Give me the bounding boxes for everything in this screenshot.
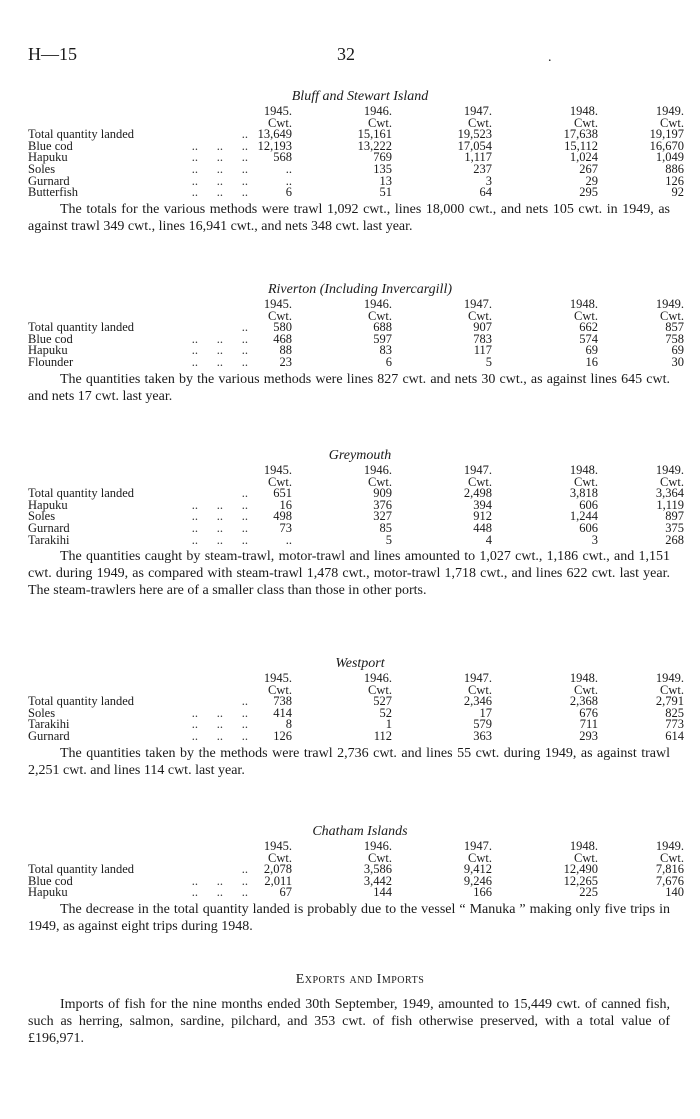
year-header: 1947. (463, 671, 492, 685)
cell-value: 64 (479, 185, 492, 200)
cell-value: 293 (579, 728, 598, 743)
row-label: Hapuku (28, 150, 68, 165)
year-header: 1945. (263, 463, 292, 477)
cell-value: 6 (385, 354, 392, 369)
cell-value: 17,054 (457, 138, 492, 153)
section-commentary: The quantities taken by the methods were trawl 2,736 cwt. and lines 55 cwt. during 1949, as against trawl 2,251 cwt. and lines 114 cwt. last year. (28, 745, 670, 778)
landings-table (28, 465, 684, 546)
cell-value: 166 (473, 885, 492, 900)
cell-value: 13,649 (257, 127, 292, 142)
year-header: 1947. (463, 104, 492, 118)
unit-header: Cwt. (368, 308, 392, 323)
row-label: Gurnard (28, 520, 70, 535)
leader-dots: .. .. .. (191, 705, 248, 720)
cell-value: 17 (479, 705, 492, 720)
cell-value: 394 (473, 497, 492, 512)
year-header: 1945. (263, 839, 292, 853)
year-header: 1945. (263, 671, 292, 685)
section-westport (0, 655, 700, 779)
leader-dots: .. .. .. (191, 520, 248, 535)
cell-value: 268 (665, 532, 684, 547)
section-title: Riverton (Including Invercargill) (267, 282, 453, 297)
leader-dots: .. (241, 862, 248, 877)
row-label: Hapuku (28, 497, 68, 512)
cell-value: 2,011 (264, 873, 292, 888)
cell-value: 3,442 (363, 873, 392, 888)
cell-value: 135 (373, 161, 392, 176)
cell-value: 3,586 (363, 862, 392, 877)
unit-header: Cwt. (368, 850, 392, 865)
row-label: Butterfish (28, 185, 78, 200)
cell-value: 23 (279, 354, 292, 369)
year-header: 1948. (569, 463, 598, 477)
cell-value: 7,816 (655, 862, 684, 877)
year-header: 1946. (363, 463, 392, 477)
cell-value: 676 (579, 705, 598, 720)
cell-value: 574 (579, 331, 598, 346)
exports-paragraph: Imports of fish for the nine months ended 30th September, 1949, amounted to 15,449 cwt. of canned fish, such as herring, salmon, sardine, pilchard, and 353 cwt. of fish otherwise preserved, with a total value of £196,971. (28, 997, 670, 1046)
cell-value: 758 (665, 331, 684, 346)
year-header: 1948. (569, 839, 598, 853)
year-header: 1949. (655, 463, 684, 477)
cell-value: 376 (373, 497, 392, 512)
cell-value: 5 (485, 354, 492, 369)
cell-value: 2,498 (463, 486, 492, 501)
cell-value: 117 (473, 343, 492, 358)
leader-dots: .. .. .. (191, 150, 248, 165)
leader-dots: .. (241, 320, 248, 335)
cell-value: 614 (665, 728, 684, 743)
cell-value: 267 (579, 161, 598, 176)
cell-value: 9,412 (463, 862, 492, 877)
cell-value: 606 (579, 520, 598, 535)
row-label: Blue cod (28, 331, 73, 346)
cell-value: 3 (485, 173, 492, 188)
row-label: Total quantity landed (28, 694, 135, 709)
cell-value: 30 (671, 354, 684, 369)
cell-value: 15,112 (564, 138, 598, 153)
year-header: 1946. (363, 671, 392, 685)
section-commentary: The totals for the various methods were trawl 1,092 cwt., lines 18,000 cwt., and nets 105 cwt. in 1949, as against trawl 349 cwt., lines 16,941 cwt., and nets 348 cwt. last year. (28, 201, 670, 234)
unit-header: Cwt. (574, 850, 598, 865)
cell-value: 1 (385, 717, 392, 732)
leader-dots: .. .. .. (191, 161, 248, 176)
cell-value: 52 (379, 705, 392, 720)
year-header: 1948. (569, 297, 598, 311)
landings-table (28, 299, 684, 369)
cell-value: 126 (665, 173, 684, 188)
unit-header: Cwt. (268, 308, 292, 323)
cell-value: 4 (485, 532, 492, 547)
cell-value: 8 (285, 717, 292, 732)
unit-header: Cwt. (660, 115, 684, 130)
unit-header: Cwt. (660, 682, 684, 697)
unit-header: Cwt. (368, 682, 392, 697)
leader-dots: .. .. .. (191, 497, 248, 512)
cell-value: 73 (279, 520, 292, 535)
table-row (28, 887, 684, 899)
row-label: Hapuku (28, 343, 68, 358)
leader-dots: .. .. .. (191, 509, 248, 524)
leader-dots: .. .. .. (191, 532, 248, 547)
cell-value: 1,244 (569, 509, 598, 524)
cell-value: 225 (579, 885, 598, 900)
cell-value: 363 (473, 728, 492, 743)
cell-value: 857 (665, 320, 684, 335)
cell-value: 468 (273, 331, 292, 346)
cell-value: 662 (579, 320, 598, 335)
year-header: 1949. (655, 104, 684, 118)
cell-value: 886 (665, 161, 684, 176)
year-header: 1947. (463, 297, 492, 311)
unit-header: Cwt. (468, 682, 492, 697)
row-label: Flounder (28, 354, 74, 369)
cell-value: 16 (279, 497, 292, 512)
year-header: 1945. (263, 104, 292, 118)
cell-value: 16,670 (649, 138, 684, 153)
cell-value: 738 (273, 694, 292, 709)
leader-dots: .. .. .. (191, 873, 248, 888)
year-header: 1948. (569, 104, 598, 118)
cell-value: 140 (665, 885, 684, 900)
cell-value: 651 (273, 486, 292, 501)
row-label: Gurnard (28, 728, 70, 743)
cell-value: 769 (373, 150, 392, 165)
cell-value: 711 (579, 717, 598, 732)
cell-value: 92 (671, 185, 684, 200)
cell-value: 897 (665, 509, 684, 524)
row-label: Soles (28, 161, 56, 176)
section-title: Chatham Islands (312, 824, 408, 839)
cell-value: 3 (591, 532, 598, 547)
table-row (28, 357, 684, 369)
cell-value: 5 (385, 532, 392, 547)
section-commentary: The quantities caught by steam-trawl, motor-trawl and lines amounted to 1,027 cwt., 1,186 cwt., and 1,151 cwt. during 1949, as compared with steam-trawl 1,478 cwt., motor-trawl 1,718 cwt., and lines 622 cwt. last year. The steam-trawlers here are of a smaller class than those in other ports. (28, 549, 670, 599)
cell-value: 83 (379, 343, 392, 358)
cell-value: 597 (373, 331, 392, 346)
year-header: 1949. (655, 671, 684, 685)
section-riverton-including-invercargill (0, 281, 700, 405)
section-title: Greymouth (328, 448, 392, 463)
leader-dots: .. (241, 694, 248, 709)
leader-dots: .. .. .. (191, 185, 248, 200)
row-label: Total quantity landed (28, 486, 135, 501)
cell-value: 606 (579, 497, 598, 512)
row-label: Blue cod (28, 873, 73, 888)
table-row (28, 523, 684, 535)
table-row (28, 731, 684, 743)
cell-value: 907 (473, 320, 492, 335)
unit-header: Cwt. (468, 308, 492, 323)
cell-value: 3,818 (569, 486, 598, 501)
cell-value: 568 (273, 150, 292, 165)
cell-value: 12,193 (257, 138, 292, 153)
leader-dots: .. .. .. (191, 728, 248, 743)
year-header: 1945. (263, 297, 292, 311)
cell-value: 579 (473, 717, 492, 732)
cell-value: 12,265 (563, 873, 598, 888)
section-bluff-and-stewart-island (0, 88, 700, 235)
unit-header: Cwt. (660, 308, 684, 323)
leader-dots: .. .. .. (191, 717, 248, 732)
row-label: Tarakihi (28, 717, 70, 732)
cell-value: 69 (671, 343, 684, 358)
table-row (28, 535, 684, 547)
row-label: Blue cod (28, 138, 73, 153)
cell-value: 2,791 (655, 694, 684, 709)
cell-value: 19,197 (649, 127, 684, 142)
report-code: H—15 (28, 44, 77, 64)
unit-header: Cwt. (574, 682, 598, 697)
leader-dots: .. (241, 486, 248, 501)
landings-table (28, 673, 684, 743)
row-label: Total quantity landed (28, 127, 135, 142)
cell-value: 88 (279, 343, 292, 358)
cell-value: 3,364 (655, 486, 684, 501)
cell-value: 527 (373, 694, 392, 709)
leader-dots: .. .. .. (191, 354, 248, 369)
leader-dots: .. (241, 127, 248, 142)
unit-header: Cwt. (660, 474, 684, 489)
unit-header: Cwt. (574, 308, 598, 323)
cell-value: 144 (373, 885, 392, 900)
cell-value: 909 (373, 486, 392, 501)
cell-value: 9,246 (463, 873, 492, 888)
leader-dots: .. .. .. (191, 885, 248, 900)
year-header: 1949. (655, 297, 684, 311)
cell-value: 2,346 (463, 694, 492, 709)
year-header: 1948. (569, 671, 598, 685)
section-chatham-islands (0, 823, 700, 935)
unit-header: Cwt. (468, 474, 492, 489)
cell-value: 51 (379, 185, 392, 200)
landings-table (28, 106, 684, 199)
table-row (28, 187, 684, 199)
leader-dots: .. .. .. (191, 173, 248, 188)
cell-value: 1,119 (656, 497, 684, 512)
cell-value: 16 (585, 354, 598, 369)
cell-value: 912 (473, 509, 492, 524)
cell-value: 414 (273, 705, 292, 720)
cell-value: 295 (579, 185, 598, 200)
year-header: 1946. (363, 839, 392, 853)
leader-dots: .. .. .. (191, 138, 248, 153)
cell-value: .. (285, 173, 292, 188)
cell-value: 580 (273, 320, 292, 335)
row-label: Soles (28, 509, 56, 524)
cell-value: 19,523 (457, 127, 492, 142)
cell-value: 7,676 (655, 873, 684, 888)
row-label: Gurnard (28, 173, 70, 188)
cell-value: 12,490 (563, 862, 598, 877)
year-header: 1947. (463, 839, 492, 853)
unit-header: Cwt. (660, 850, 684, 865)
section-title: Bluff and Stewart Island (291, 89, 429, 104)
cell-value: 2,078 (263, 862, 292, 877)
stray-mark: . (548, 50, 552, 65)
cell-value: 126 (273, 728, 292, 743)
cell-value: 688 (373, 320, 392, 335)
cell-value: 825 (665, 705, 684, 720)
unit-header: Cwt. (268, 850, 292, 865)
unit-header: Cwt. (574, 474, 598, 489)
cell-value: .. (285, 161, 292, 176)
cell-value: 327 (373, 509, 392, 524)
cell-value: 29 (585, 173, 598, 188)
landings-table (28, 841, 684, 899)
year-header: 1947. (463, 463, 492, 477)
cell-value: 13,222 (357, 138, 392, 153)
unit-header: Cwt. (574, 115, 598, 130)
cell-value: 85 (379, 520, 392, 535)
exports-heading: Exports and Imports (295, 972, 425, 987)
leader-dots: .. .. .. (191, 343, 248, 358)
cell-value: 237 (473, 161, 492, 176)
page-number: 32 (337, 44, 355, 64)
cell-value: 448 (473, 520, 492, 535)
cell-value: .. (285, 532, 292, 547)
cell-value: 112 (373, 728, 392, 743)
cell-value: 13 (379, 173, 392, 188)
cell-value: 17,638 (563, 127, 598, 142)
year-header: 1949. (655, 839, 684, 853)
cell-value: 1,049 (655, 150, 684, 165)
row-label: Hapuku (28, 885, 68, 900)
section-commentary: The quantities taken by the various methods were lines 827 cwt. and nets 30 cwt., as against lines 645 cwt. and nets 17 cwt. last year. (28, 371, 670, 404)
cell-value: 2,368 (569, 694, 598, 709)
row-label: Soles (28, 705, 56, 720)
row-label: Total quantity landed (28, 862, 135, 877)
cell-value: 498 (273, 509, 292, 524)
cell-value: 67 (279, 885, 292, 900)
unit-header: Cwt. (268, 682, 292, 697)
section-greymouth (0, 447, 700, 599)
row-label: Total quantity landed (28, 320, 135, 335)
row-label: Tarakihi (28, 532, 70, 547)
cell-value: 15,161 (357, 127, 392, 142)
cell-value: 773 (665, 717, 684, 732)
section-exports-and-imports (0, 972, 700, 1047)
section-title: Westport (335, 656, 385, 671)
year-header: 1946. (363, 297, 392, 311)
unit-header: Cwt. (468, 850, 492, 865)
cell-value: 69 (585, 343, 598, 358)
unit-header: Cwt. (468, 115, 492, 130)
section-commentary: The decrease in the total quantity landed is probably due to the vessel “ Manuka ” making only five trips in 1949, as against eight trips during 1948. (28, 901, 670, 934)
leader-dots: .. .. .. (191, 331, 248, 346)
year-header: 1946. (363, 104, 392, 118)
cell-value: 6 (285, 185, 292, 200)
unit-header: Cwt. (368, 115, 392, 130)
cell-value: 375 (665, 520, 684, 535)
unit-header: Cwt. (268, 115, 292, 130)
cell-value: 1,117 (464, 150, 492, 165)
cell-value: 783 (473, 331, 492, 346)
unit-header: Cwt. (268, 474, 292, 489)
unit-header: Cwt. (368, 474, 392, 489)
cell-value: 1,024 (569, 150, 598, 165)
